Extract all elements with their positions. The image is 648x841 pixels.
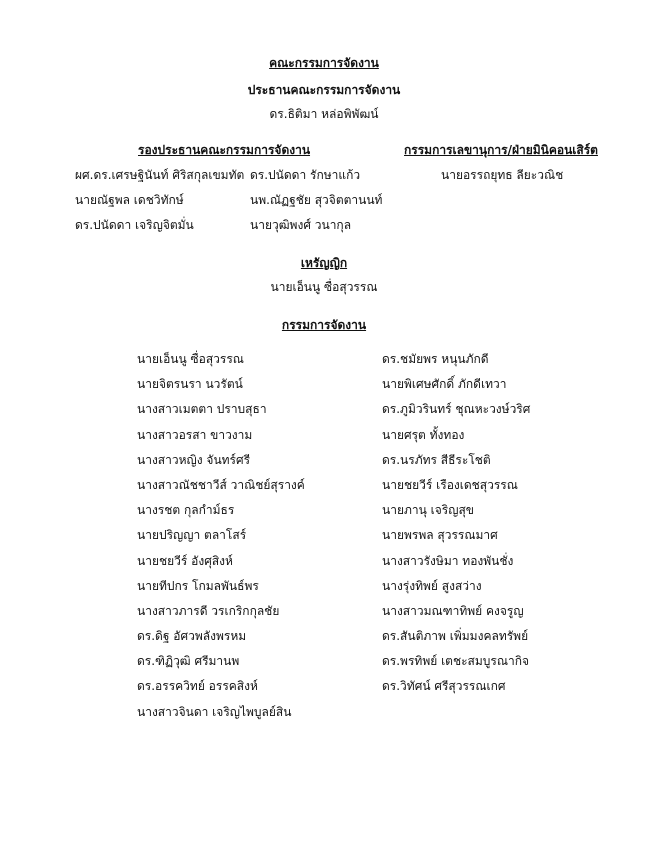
treasurer-heading: เหรัญญิก bbox=[300, 256, 348, 270]
chair-name: ดร.ธิติมา หล่อพิพัฒน์ bbox=[269, 107, 379, 121]
secretary-heading: กรรมการเลขานุการ/ฝ่ายมินิคอนเสิร์ต bbox=[404, 143, 598, 157]
member-name: นางสาวรังษิมา ทองพันชั่ง bbox=[382, 553, 514, 568]
member-name: นางสาวจินดา เจริญไพบูลย์สิน bbox=[137, 704, 292, 719]
member-name: นางสาวอรสา ขาวงาม bbox=[137, 427, 253, 442]
secretary-name: นายอรรถยุทธ ลียะวณิช bbox=[441, 168, 564, 182]
member-name: ดร.ชมัยพร หนุนภักดี bbox=[382, 352, 489, 366]
member-name: ดร.นรภัทร สีธีระโชติ bbox=[382, 452, 491, 467]
vice-chair-name: ดร.ปนัดดา รักษาแก้ว bbox=[250, 168, 361, 182]
member-name: นายพรพล สุวรรณมาศ bbox=[382, 528, 498, 543]
member-name: นายภานุ เจริญสุข bbox=[382, 503, 474, 518]
committee-heading: คณะกรรมการจัดงาน bbox=[269, 56, 379, 70]
member-name: ดร.ดิฐ อัศวพลังพรหม bbox=[137, 629, 247, 644]
member-name: นายชยวีร์ เรืองเดชสุวรรณ bbox=[382, 477, 518, 492]
vice-chairs-heading: รองประธานคณะกรรมการจัดงาน bbox=[138, 143, 311, 157]
members-right-list bbox=[382, 351, 530, 704]
member-name: ดร.อรรควิทย์ อรรคสิงห์ bbox=[137, 679, 258, 694]
member-name: นายทีปกร โกมลพันธ์พร bbox=[137, 578, 259, 593]
vice-chair-name: นายณัฐพล เดชวิทักษ์ bbox=[75, 193, 184, 207]
vice-chair-name: นายวุฒิพงศ์ วนากุล bbox=[250, 218, 352, 232]
member-name: นางสาวหญิง จันทร์ศรี bbox=[137, 452, 251, 467]
vice-chair-name: ผศ.ดร.เศรษฐินันท์ ศิริสกุลเขมทัต bbox=[75, 168, 245, 182]
member-name: ดร.ภูมิวรินทร์ ชุณหะวงษ์วริศ bbox=[382, 402, 531, 417]
vice-chair-name: ดร.ปนัดดา เจริญจิตมั่น bbox=[75, 218, 194, 232]
member-name: นางสาวมณฑาทิพย์ คงจรูญ bbox=[382, 603, 524, 618]
chair-title: ประธานคณะกรรมการจัดงาน bbox=[247, 83, 401, 97]
member-name: ดร.พรทิพย์ เตชะสมบูรณากิจ bbox=[382, 654, 530, 669]
member-name: ดร.วิทัศน์ ศรีสุวรรณเกศ bbox=[382, 679, 506, 694]
treasurer-name: นายเอ็นนู ซื่อสุวรรณ bbox=[270, 280, 378, 294]
member-name: นายศรุต ทั้งทอง bbox=[382, 427, 465, 442]
members-heading: กรรมการจัดงาน bbox=[281, 318, 367, 332]
member-name: นายชยวีร์ อังศุสิงห์ bbox=[137, 553, 233, 568]
member-name: นางรุ่งทิพย์ สูงสว่าง bbox=[382, 578, 482, 593]
member-name: นางรชต กุลกำม์ธร bbox=[137, 503, 235, 518]
member-name: นางสาวเมตตา ปราบสุธา bbox=[137, 402, 267, 417]
member-name: ดร.ฑิฏิวุฒิ ศรีมานพ bbox=[137, 654, 240, 669]
member-name: นายจิตรนรา นวรัตน์ bbox=[137, 377, 243, 392]
member-name: นายปริญญา ตลาโสร์ bbox=[137, 528, 247, 543]
member-name: นายพิเศษศักดิ์ ภักดีเทวา bbox=[382, 377, 507, 392]
member-name: ดร.สันติภาพ เพิ่มมงคลทรัพย์ bbox=[382, 629, 529, 644]
vice-chair-name: นพ.ณัฏฐชัย สุวจิตตานนท์ bbox=[250, 193, 383, 207]
member-name: นางสาวภารดี วรเกริกกุลชัย bbox=[137, 603, 280, 618]
members-left-list bbox=[137, 351, 305, 729]
member-name: นายเอ็นนู ซื่อสุวรรณ bbox=[137, 352, 244, 366]
member-name: นางสาวณัชชาวีส์ วาณิชย์สุรางค์ bbox=[137, 477, 305, 492]
